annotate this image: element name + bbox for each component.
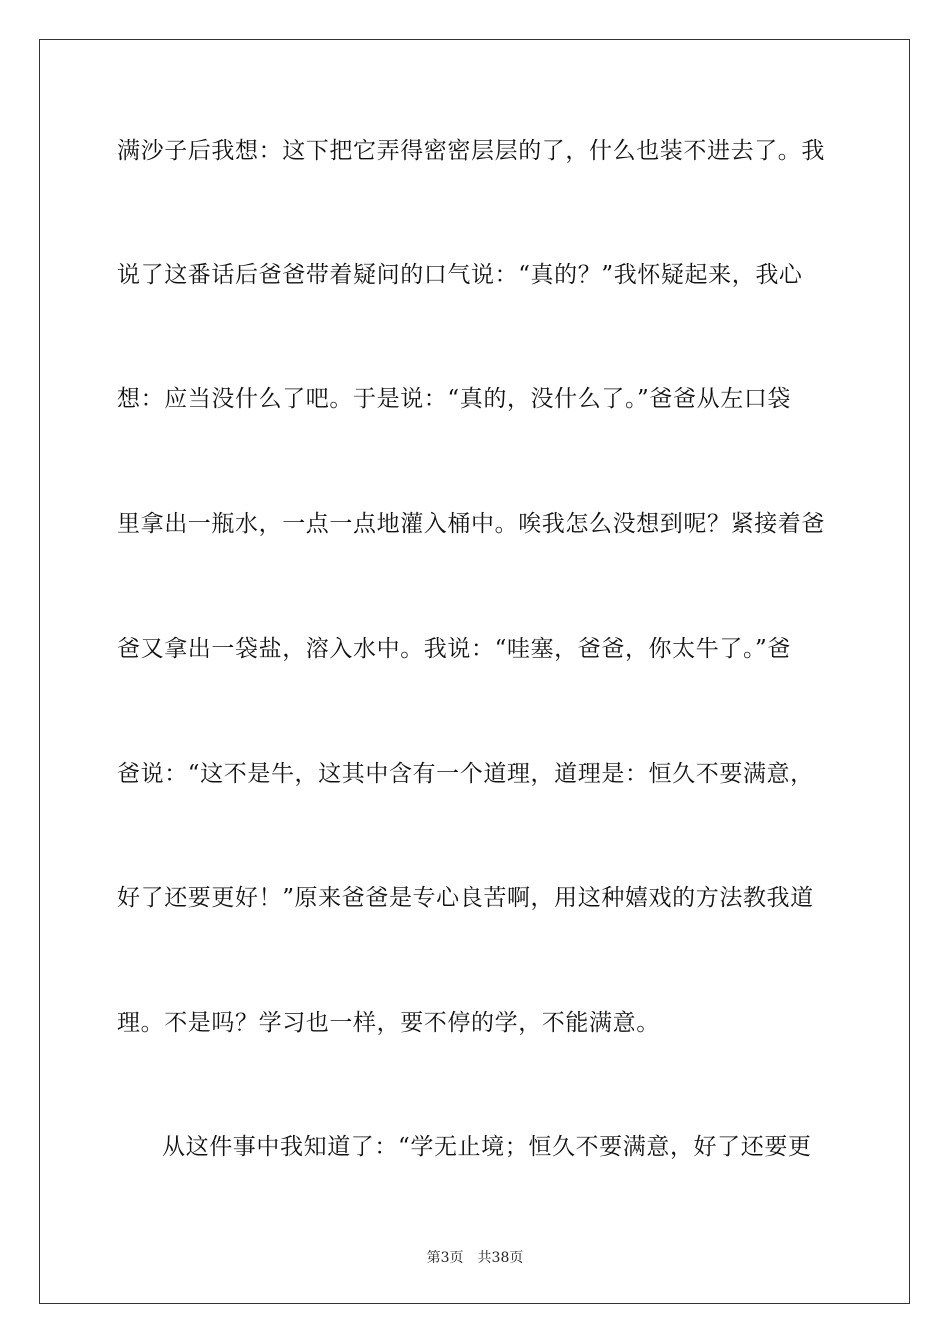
body-line-7: 好了还要更好！”原来爸爸是专心良苦啊，用这种嬉戏的方法教我道 (117, 885, 814, 911)
body-line-6: 爸说：“这不是牛，这其中含有一个道理，道理是：恒久不要满意， (117, 761, 814, 787)
body-line-4: 里拿出一瓶水，一点一点地灌入桶中。唉我怎么没想到呢？紧接着爸 (117, 511, 825, 537)
body-line-3: 想：应当没什么了吧。于是说：“真的，没什么了。”爸爸从左口袋 (117, 386, 792, 412)
page-footer (0, 1247, 950, 1267)
page-border (39, 39, 910, 1304)
body-line-8: 理。不是吗？学习也一样，要不停的学，不能满意。 (117, 1010, 660, 1036)
body-line-2: 说了这番话后爸爸带着疑问的口气说：“真的？”我怀疑起来，我心 (117, 262, 803, 288)
body-line-1: 满沙子后我想：这下把它弄得密密层层的了，什么也装不进去了。我 (117, 138, 825, 164)
page-number: 第3页 (426, 1250, 464, 1266)
body-line-5: 爸又拿出一袋盐，溶入水中。我说：“哇塞，爸爸，你太牛了。”爸 (117, 636, 792, 662)
body-line-9: 从这件事中我知道了：“学无止境；恒久不要满意，好了还要更 (162, 1134, 812, 1160)
page-total: 共38页 (477, 1250, 524, 1266)
